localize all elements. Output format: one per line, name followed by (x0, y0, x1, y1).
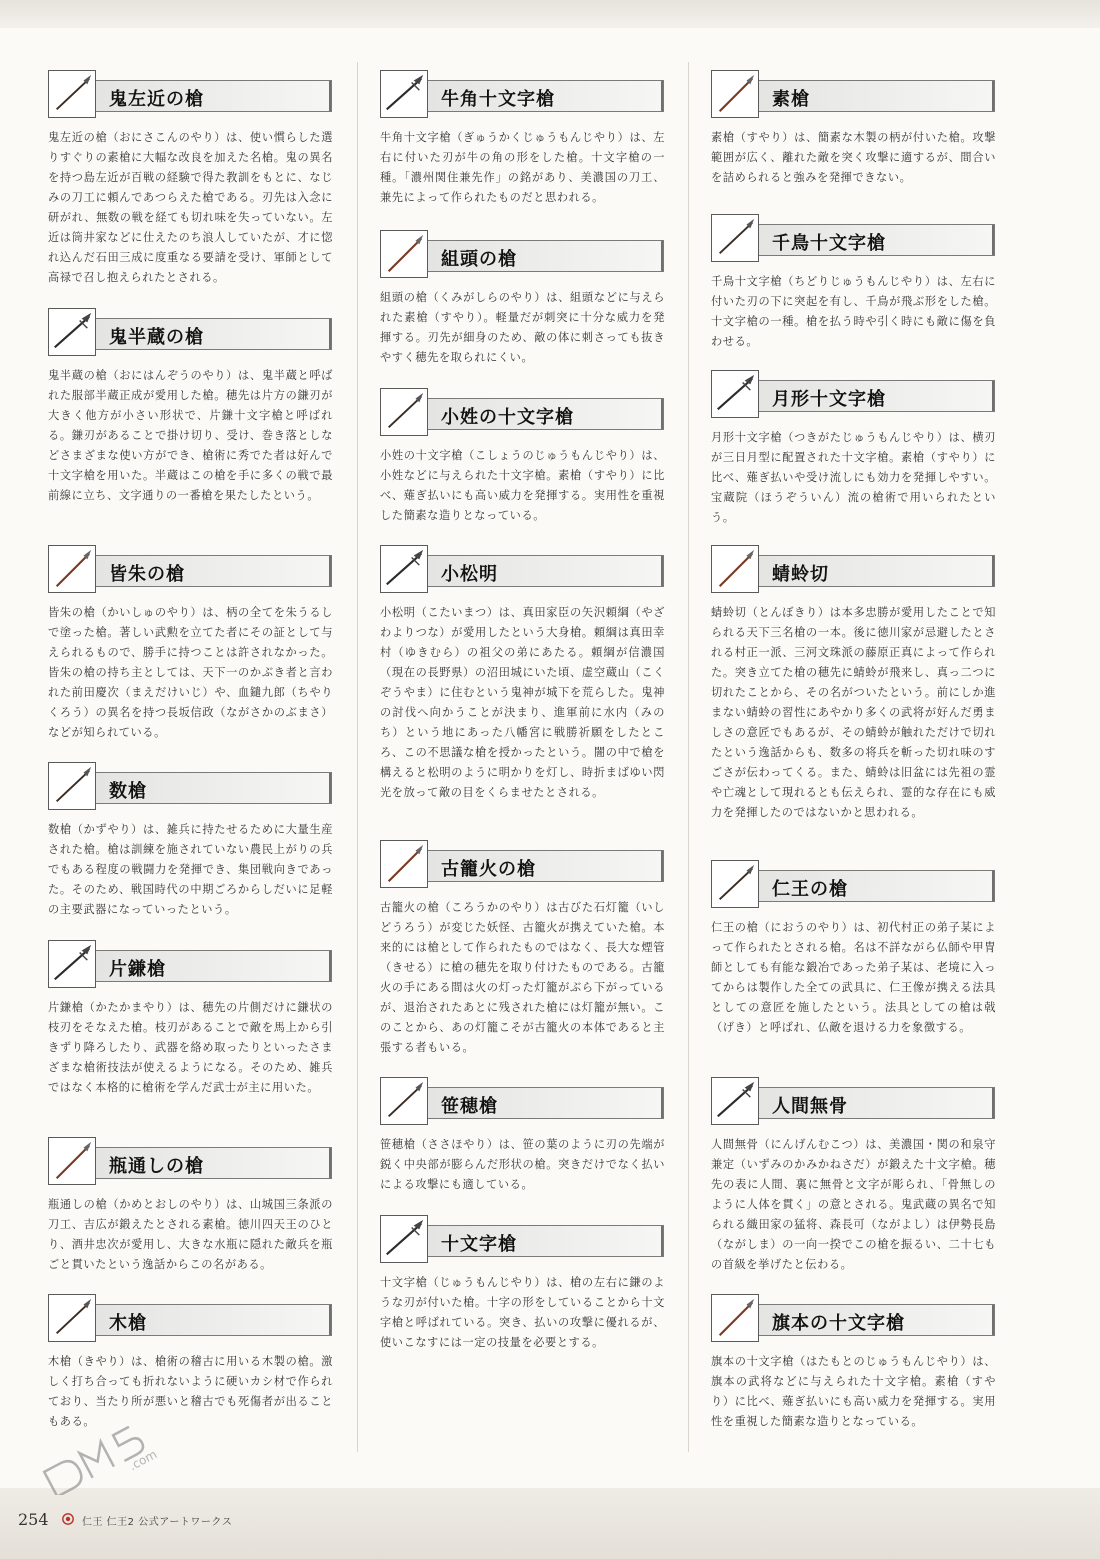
spear-icon (380, 230, 428, 278)
spear-icon (380, 388, 428, 436)
entry-title-bar (428, 555, 664, 587)
spear-icon (380, 70, 428, 118)
entry-title: 皆朱の槍 (109, 564, 185, 585)
entry-title: 瓶通しの槍 (109, 1156, 204, 1177)
entry-title-bar (96, 318, 332, 350)
entry-description: 千鳥十文字槍（ちどりじゅうもんじやり）は、左右に付いた刃の下に突起を有し、千鳥が飛ぶ形をした槍。十文字槍の一種。槍を払う時や引く時にも敵に傷を負わせる。 (711, 275, 996, 348)
entry-description: 素槍（すやり）は、簡素な木製の柄が付いた槍。攻撃範囲が広く、離れた敵を突く攻撃に適するが、間合いを詰められると強みを発揮できない。 (711, 131, 996, 184)
entry-description: 木槍（きやり）は、槍術の稽古に用いる木製の槍。激しく打ち合っても折れないように硬いカシ材で作られており、当たり所が悪いと稽古でも死傷者が出ることもある。 (48, 1355, 333, 1428)
entry-title-bar (759, 1087, 995, 1119)
entry-description: 瓶通しの槍（かめとおしのやり）は、山城国三条派の刀工、吉広が鍛えたとされる素槍。徳川四天王のひとり、酒井忠次が愛用し、大きな水瓶に隠れた敵兵を瓶ごと貫いたという逸話からこの名がある。 (48, 1198, 333, 1271)
spear-icon (711, 370, 759, 418)
entry-title-bar (96, 1304, 332, 1336)
entry-title: 笹穂槍 (441, 1096, 498, 1117)
entry-description: 旗本の十文字槍（はたもとのじゅうもんじやり）は、旗本の武将などに与えられた十文字槍。素槍（すやり）に比べ、薙ぎ払いにも高い威力を発揮する。実用性を重視した簡素な造りとなっている。 (711, 1355, 996, 1428)
spear-icon (48, 940, 96, 988)
spear-icon (48, 1294, 96, 1342)
watermark-text: DM5 (26, 1405, 29, 1406)
entry-description: 古籠火の槍（ころうかのやり）は古びた石灯籠（いしどうろう）が変じた妖怪、古籠火が携えていた槍。本来的には槍として作られたものではなく、長大な煙管（きせる）に槍の穂先を取り付けたものである。古籠火の手にある間は火の灯った灯籠がぶら下がっているが、退治されたあとに残された槍には灯籠が無い。このことから、あの灯籠こそが古籠火の本体であると主張する者もいる。 (380, 901, 665, 1054)
entry-title: 小姓の十文字槍 (441, 407, 574, 428)
page-number: 254 (18, 1510, 49, 1529)
spear-icon (48, 70, 96, 118)
entry-title: 牛角十文字槍 (441, 89, 555, 110)
spear-icon (711, 860, 759, 908)
entry-description: 鬼左近の槍（おにさこんのやり）は、使い慣らした選りすぐりの素槍に大幅な改良を加えた名槍。鬼の異名を持つ島左近が百戦の経験で得た教訓をもとに、なじみの刀工に頼んであつらえた槍である。刃先は入念に研がれ、無数の戦を経ても切れ味を失っていない。左近は筒井家などに仕えたのち浪人していたが、才に惚れ込んだ石田三成に度重なる要請を受け、軍師として高禄で召し抱えられたとされる。 (48, 131, 333, 284)
entry-description: 牛角十文字槍（ぎゅうかくじゅうもんじやり）は、左右に付いた刃が牛の角の形をした槍。十文字槍の一種。「濃州関住兼先作」の銘があり、美濃国の刀工、兼先によって作られたものだと思われる。 (380, 131, 665, 204)
entry-description: 笹穂槍（ささほやり）は、笹の葉のように刃の先端が鋭く中央部が膨らんだ形状の槍。突きだけでなく払いによる攻撃にも適している。 (380, 1138, 665, 1191)
entry-title: 数槍 (109, 781, 147, 802)
watermark-logo (26, 1405, 166, 1495)
entry-title-bar (428, 1225, 664, 1257)
spear-icon (380, 545, 428, 593)
spear-icon (711, 214, 759, 262)
entry-description: 十文字槍（じゅうもんじやり）は、槍の左右に鎌のような刃が付いた槍。十字の形をしていることから十文字槍と呼ばれている。突き、払いの攻撃に優れるが、使いこなすには一定の技量を必要とする。 (380, 1276, 665, 1349)
entry-title: 旗本の十文字槍 (772, 1313, 905, 1334)
spear-icon (711, 1077, 759, 1125)
entry-description: 小姓の十文字槍（こしょうのじゅうもんじやり）は、小姓などに与えられた十文字槍。素槍（すやり）に比べ、薙ぎ払いにも高い威力を発揮する。実用性を重視した簡素な造りとなっている。 (380, 449, 665, 522)
entry-title: 十文字槍 (441, 1234, 517, 1255)
entry-title-bar (96, 950, 332, 982)
spear-icon (711, 70, 759, 118)
entry-title-bar (428, 80, 664, 112)
entry-title: 人間無骨 (772, 1096, 848, 1117)
entry-description: 人間無骨（にんげんむこつ）は、美濃国・関の和泉守兼定（いずみのかみかねさだ）が鍛えた十文字槍。穂先の表に人間、裏に無骨と文字が彫られ、「骨無しのように人体を貫く」の意とされる。鬼武蔵の異名で知られる織田家の猛将、森長可（ながよし）は伊勢長島（ながしま）の一向一揆でこの槍を振るい、二十七もの首級を挙げたと伝わる。 (711, 1138, 996, 1271)
entry-description: 数槍（かずやり）は、雑兵に持たせるために大量生産された槍。槍は訓練を施されていない農民上がりの兵でもある程度の戦闘力を発揮でき、集団戦向きであった。そのため、戦国時代の中期ごろからしだいに足軽の主要武器になっていったという。 (48, 823, 333, 916)
entry-title-bar (759, 870, 995, 902)
column-divider (357, 62, 358, 1452)
paper-top-edge (0, 0, 1100, 28)
spear-icon (48, 308, 96, 356)
entry-title-bar (759, 80, 995, 112)
entry-title-bar (428, 240, 664, 272)
spear-icon (380, 840, 428, 888)
entry-description: 片鎌槍（かたかまやり）は、穂先の片側だけに鎌状の枝刃をそなえた槍。枝刃があることで敵を馬上から引きずり降ろしたり、武器を絡め取ったりといったさまざまな槍術技法が使えるようになる。そのため、雑兵ではなく本格的に槍術を学んだ武士が主に用いた。 (48, 1001, 333, 1094)
entry-title-bar (428, 398, 664, 430)
entry-title: 仁王の槍 (772, 879, 848, 900)
entry-title: 蜻蛉切 (772, 564, 829, 585)
entry-description: 組頭の槍（くみがしらのやり）は、組頭などに与えられた素槍（すやり）。軽量だが刺突に十分な威力を発揮する。刃先が細身のため、敵の体に刺さっても抜きやすく穂先を取られにくい。 (380, 291, 665, 364)
spear-icon (711, 545, 759, 593)
column-divider (688, 62, 689, 1452)
entry-title: 鬼半蔵の槍 (109, 327, 204, 348)
entry-description: 蜻蛉切（とんぼきり）は本多忠勝が愛用したことで知られる天下三名槍の一本。後に徳川家が忌避したとされる村正一派、三河文珠派の藤原正真によって作られた。突き立てた槍の穂先に蜻蛉が飛来し、真っ二つに切れたことから、その名がついたという。前にしか進まない蜻蛉の習性にあやかり多くの武将が好んだ勇ましさの意匠でもあるが、その蜻蛉が触れただけで切れたという逸話からも、数多の将兵を斬った切れ味のすごさが伝わってくる。また、蜻蛉は旧盆には先祖の霊や亡魂として現れるとも伝えられ、霊的な存在にも威力を発揮したのではないかと思われる。 (711, 606, 996, 819)
entry-title-bar (759, 555, 995, 587)
entry-title: 小松明 (441, 564, 498, 585)
entry-description: 月形十文字槍（つきがたじゅうもんじやり）は、横刃が三日月型に配置された十文字槍。素槍（すやり）に比べ、薙ぎ払いや受け流しにも効力を発揮しやすい。宝蔵院（ほうぞういん）流の槍術で用いられたという。 (711, 431, 996, 524)
entry-title-bar (96, 1147, 332, 1179)
spear-icon (48, 545, 96, 593)
entry-title-bar (759, 224, 995, 256)
entry-description: 皆朱の槍（かいしゅのやり）は、柄の全てを朱うるしで塗った槍。著しい武勲を立てた者にその証として与えられるもので、勝手に持つことは許されなかった。皆朱の槍の持ち主としては、天下一のかぶき者と言われた前田慶次（まえだけいじ）や、血鑓九郎（ちやりくろう）の異名を持つ長坂信政（ながさかのぶまさ）などが知られている。 (48, 606, 333, 739)
entry-title-bar (428, 850, 664, 882)
entry-title: 木槍 (109, 1313, 147, 1334)
spear-icon (48, 762, 96, 810)
entry-title-bar (96, 555, 332, 587)
watermark-suffix: .com (126, 1447, 160, 1474)
entry-title-bar (96, 80, 332, 112)
entry-title-bar (759, 1304, 995, 1336)
spear-icon (711, 1294, 759, 1342)
entry-title: 素槍 (772, 89, 810, 110)
entry-title-bar (759, 380, 995, 412)
entry-description: 鬼半蔵の槍（おにはんぞうのやり）は、鬼半蔵と呼ばれた服部半蔵正成が愛用した槍。穂先は片方の鎌刃が大きく他方が小さい形状で、片鎌十文字槍と呼ばれる。鎌刃があることで掛け切り、受け、巻き落としなどさまざまな使い方ができ、槍術に秀でた者は好んで十文字槍を用いた。半蔵はこの槍を手に多くの戦で最前線に立ち、文字通りの一番槍を果たしたという。 (48, 369, 333, 502)
emblem-icon (62, 1513, 74, 1525)
entry-title-bar (96, 772, 332, 804)
entry-title: 古籠火の槍 (441, 859, 536, 880)
entry-description: 小松明（こたいまつ）は、真田家臣の矢沢頼綱（やざわよりつな）が愛用したという大身槍。頼綱は真田幸村（ゆきむら）の祖父の弟にあたる。頼綱が信濃国（現在の長野県）の沼田城にいた頃、虚空蔵山（こくぞうやま）に住むという鬼神が城下を荒らした。鬼神の討伐へ向かうことが決まり、進軍前に水内（みのち）という地にあった八幡宮に戦勝祈願をしたところ、この不思議な槍を授かったという。闇の中で槍を構えると松明のように明かりを灯し、時折まばゆい閃光を放って敵の目をくらませたとされる。 (380, 606, 665, 799)
entry-description: 仁王の槍（におうのやり）は、初代村正の弟子某によって作られたとされる槍。名は不詳ながら仏師や甲冑師としても有能な鍛冶であった弟子某は、老境に入ってからは製作した全ての武具に、仁王像が携える法具としての意匠を施したという。法具としての槍は戟（げき）と呼ばれ、仏敵を退ける力を象徴する。 (711, 921, 996, 1034)
entry-title: 片鎌槍 (109, 959, 166, 980)
spear-icon (380, 1215, 428, 1263)
entry-title: 鬼左近の槍 (109, 89, 204, 110)
entry-title: 千鳥十文字槍 (772, 233, 886, 254)
entry-title: 月形十文字槍 (772, 389, 886, 410)
spear-icon (380, 1077, 428, 1125)
spear-icon (48, 1137, 96, 1185)
entry-title-bar (428, 1087, 664, 1119)
entry-title: 組頭の槍 (441, 249, 517, 270)
book-title: 仁王 仁王2 公式アートワークス (82, 1517, 233, 1528)
